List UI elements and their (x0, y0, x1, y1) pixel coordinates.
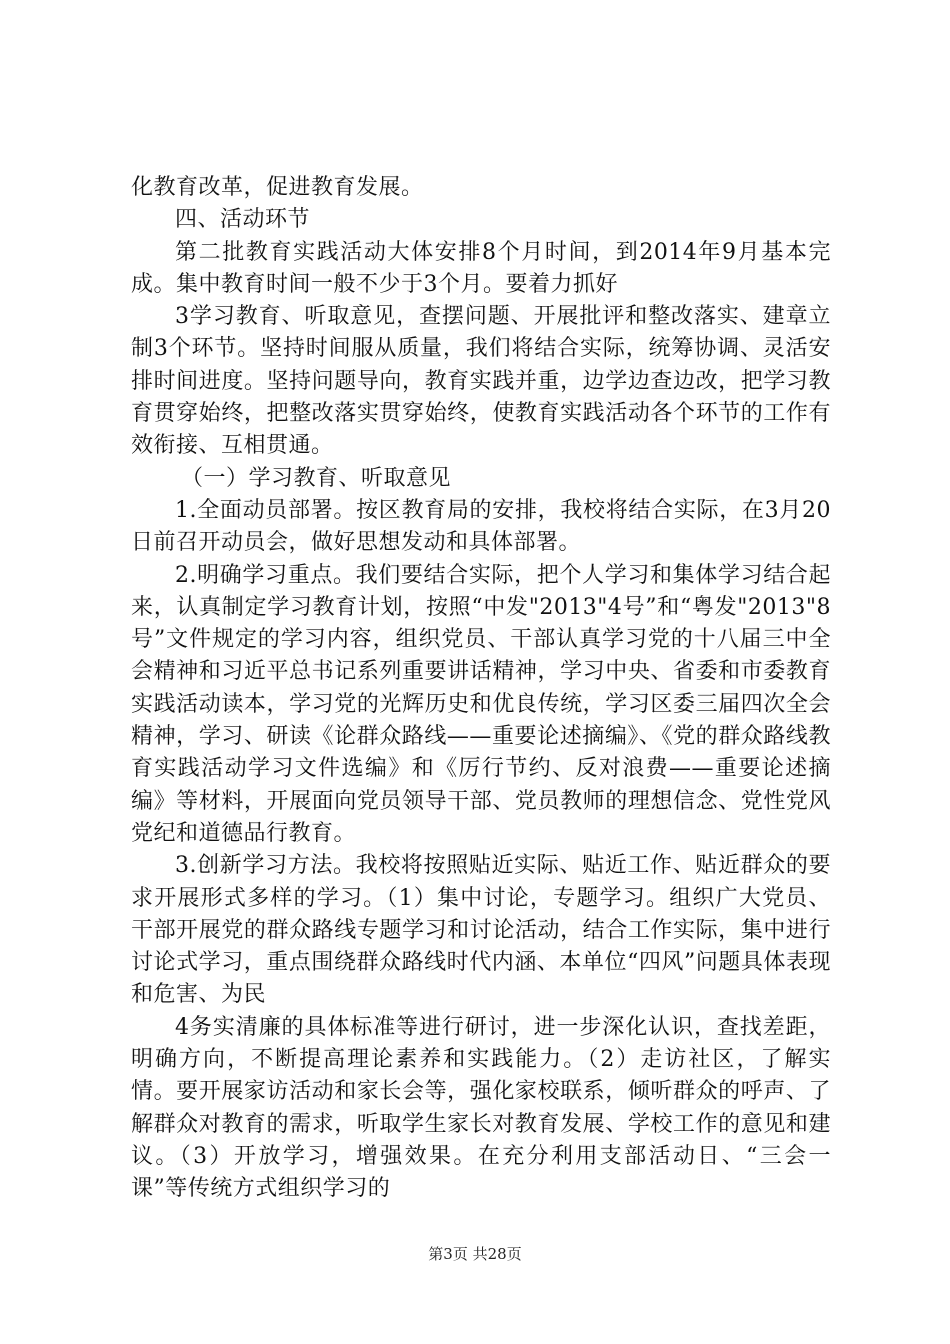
document-body (131, 172, 831, 1206)
paragraph-continuation: 化教育改革，促进教育发展。 (131, 175, 424, 200)
paragraph: 2.明确学习重点。我们要结合实际，把个人学习和集体学习结合起来，认真制定学习教育计划，按照“中发"2013"4号”和“粤发"2013"8号”文件规定的学习内容，组织党员、干部认真学习党的十八届三中全会精神和习近平总书记系列重要讲话精神，学习中央、省委和市委教育实践活动读本，学习党的光辉历史和优良传统，学习区委三届四次全会精神，学习、研读《论群众路线——重要论述摘编》、《党的群众路线教育实践活动学习文件选编》和《厉行节约、反对浪费——重要论述摘编》等材料，开展面向党员领导干部、党员教师的理想信念、党性党风党纪和道德品行教育。 (131, 562, 831, 846)
section-heading: 四、活动环节 (175, 207, 311, 233)
paragraph: 4务实清廉的具体标准等进行研讨，进一步深化认识，查找差距，明确方向，不断提高理论素养和实践能力。（2）走访社区，了解实情。要开展家访活动和家长会等，强化家校联系，倾听群众的呼声、了解群众对教育的需求，听取学生家长对教育发展、学校工作的意见和建议。（3）开放学习，增强效果。在充分利用支部活动日、“三会一课”等传统方式组织学习的 (131, 1014, 831, 1202)
paragraph: 第二批教育实践活动大体安排8个月时间，到2014年9月基本完成。集中教育时间一般不少于3个月。要着力抓好 (131, 239, 831, 297)
page-footer: 第3页 共28页 (428, 1245, 522, 1263)
subsection-heading: （一）学习教育、听取意见 (181, 465, 452, 491)
paragraph: 3.创新学习方法。我校将按照贴近实际、贴近工作、贴近群众的要求开展形式多样的学习。（1）集中讨论，专题学习。组织广大党员、干部开展党的群众路线专题学习和讨论活动，结合工作实际，集中进行讨论式学习，重点围绕群众路线时代内涵、本单位“四风”问题具体表现和危害、为民 (131, 853, 831, 1008)
paragraph: 1.全面动员部署。按区教育局的安排，我校将结合实际，在3月20日前召开动员会，做好思想发动和具体部署。 (131, 497, 831, 556)
paragraph: 3学习教育、听取意见，查摆问题、开展批评和整改落实、建章立制3个环节。坚持时间服从质量，我们将结合实际，统筹协调、灵活安排时间进度。坚持问题导向，教育实践并重，边学边查边改，把学习教育贯穿始终，把整改落实贯穿始终，使教育实践活动各个环节的工作有效衔接、互相贯通。 (131, 304, 831, 459)
